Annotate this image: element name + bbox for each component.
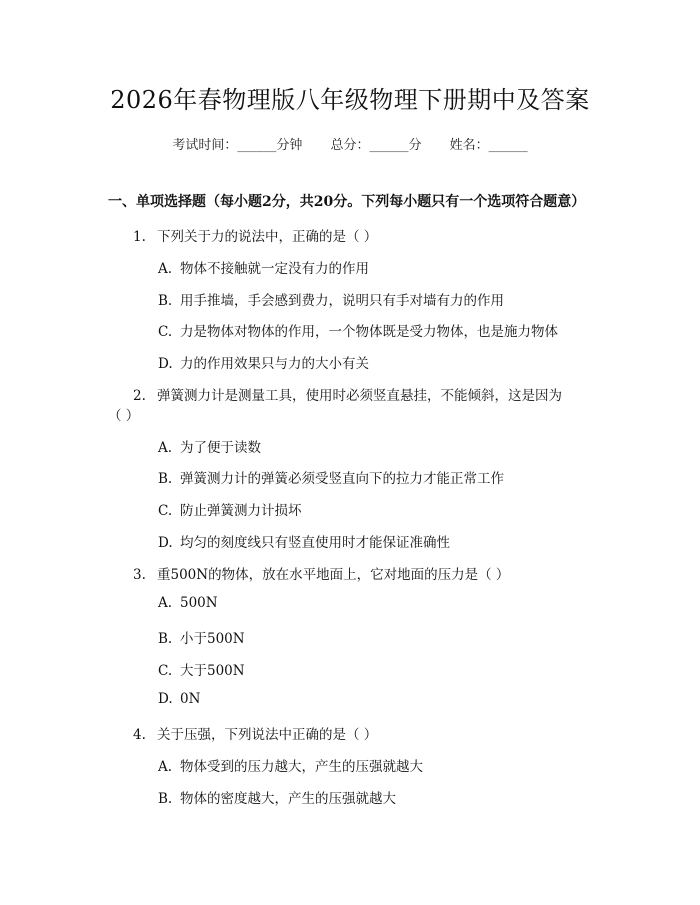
- question-number: 4.: [133, 727, 146, 743]
- question-1-option-c: [158, 320, 558, 340]
- option-letter: B.: [158, 293, 173, 309]
- exam-meta: [0, 134, 700, 153]
- question-2-option-b: [158, 467, 504, 487]
- option-letter: B.: [158, 471, 173, 487]
- question-4: [133, 723, 377, 743]
- question-number: 2.: [133, 388, 146, 404]
- option-text: 小于500N: [180, 631, 245, 647]
- option-letter: B.: [158, 631, 173, 647]
- exam-time: 考试时间：______分钟: [172, 138, 303, 153]
- question-4-option-a: [158, 755, 423, 775]
- option-text: 物体受到的压力越大，产生的压强就越大: [180, 759, 423, 775]
- question-3-option-d: [158, 691, 200, 707]
- option-letter: A.: [158, 595, 173, 611]
- question-2-option-d: [158, 531, 450, 551]
- option-text: 防止弹簧测力计损坏: [180, 503, 302, 519]
- option-text: 力的作用效果只与力的大小有关: [180, 356, 369, 372]
- option-letter: C.: [158, 324, 173, 340]
- option-text: 为了便于读数: [180, 440, 261, 456]
- question-2: [133, 384, 562, 404]
- student-name: 姓名：______: [449, 138, 528, 153]
- option-text: 均匀的刻度线只有竖直使用时才能保证准确性: [180, 535, 450, 551]
- question-1-option-b: [158, 289, 504, 309]
- question-text: 下列关于力的说法中，正确的是（ ）: [157, 229, 378, 245]
- option-letter: A.: [158, 440, 173, 456]
- option-letter: B.: [158, 791, 173, 807]
- question-1-option-d: [158, 352, 369, 372]
- option-letter: D.: [158, 356, 173, 372]
- question-2-option-a: [158, 436, 261, 456]
- question-2-option-c: [158, 499, 302, 519]
- option-letter: C.: [158, 663, 173, 679]
- option-letter: A.: [158, 261, 173, 277]
- page-title: 2026年春物理版八年级物理下册期中及答案: [110, 86, 590, 114]
- option-letter: D.: [158, 535, 173, 551]
- question-text: 弹簧测力计是测量工具，使用时必须竖直悬挂，不能倾斜，这是因为: [157, 388, 562, 404]
- option-text: 弹簧测力计的弹簧必须受竖直向下的拉力才能正常工作: [180, 471, 504, 487]
- question-number: 3.: [133, 567, 146, 583]
- question-number: 1.: [133, 229, 146, 245]
- question-text: 重500N的物体，放在水平地面上，它对地面的压力是（ ）: [157, 567, 510, 583]
- option-letter: C.: [158, 503, 173, 519]
- option-text: 用手推墙，手会感到费力，说明只有手对墙有力的作用: [180, 293, 504, 309]
- section-heading: 一、单项选择题（每小题2分，共20分。下列每小题只有一个选项符合题意）: [108, 194, 586, 210]
- question-3-option-b: [158, 627, 245, 647]
- question-3: [133, 563, 509, 583]
- exam-score: 总分：______分: [330, 138, 422, 153]
- question-2-continuation: （ ）: [108, 408, 140, 424]
- question-text: 关于压强，下列说法中正确的是（ ）: [157, 727, 378, 743]
- option-text: 大于500N: [180, 663, 245, 679]
- option-letter: A.: [158, 759, 173, 775]
- question-3-option-c: [158, 659, 245, 679]
- option-text: 物体的密度越大，产生的压强就越大: [180, 791, 396, 807]
- question-1: [133, 225, 377, 245]
- option-text: 物体不接触就一定没有力的作用: [180, 261, 369, 277]
- option-text: 力是物体对物体的作用，一个物体既是受力物体，也是施力物体: [180, 324, 558, 340]
- question-1-option-a: [158, 257, 369, 277]
- option-letter: D.: [158, 691, 173, 707]
- option-text: 500N: [180, 595, 218, 611]
- option-text: 0N: [180, 691, 201, 707]
- question-3-option-a: [158, 595, 218, 611]
- question-4-option-b: [158, 787, 396, 807]
